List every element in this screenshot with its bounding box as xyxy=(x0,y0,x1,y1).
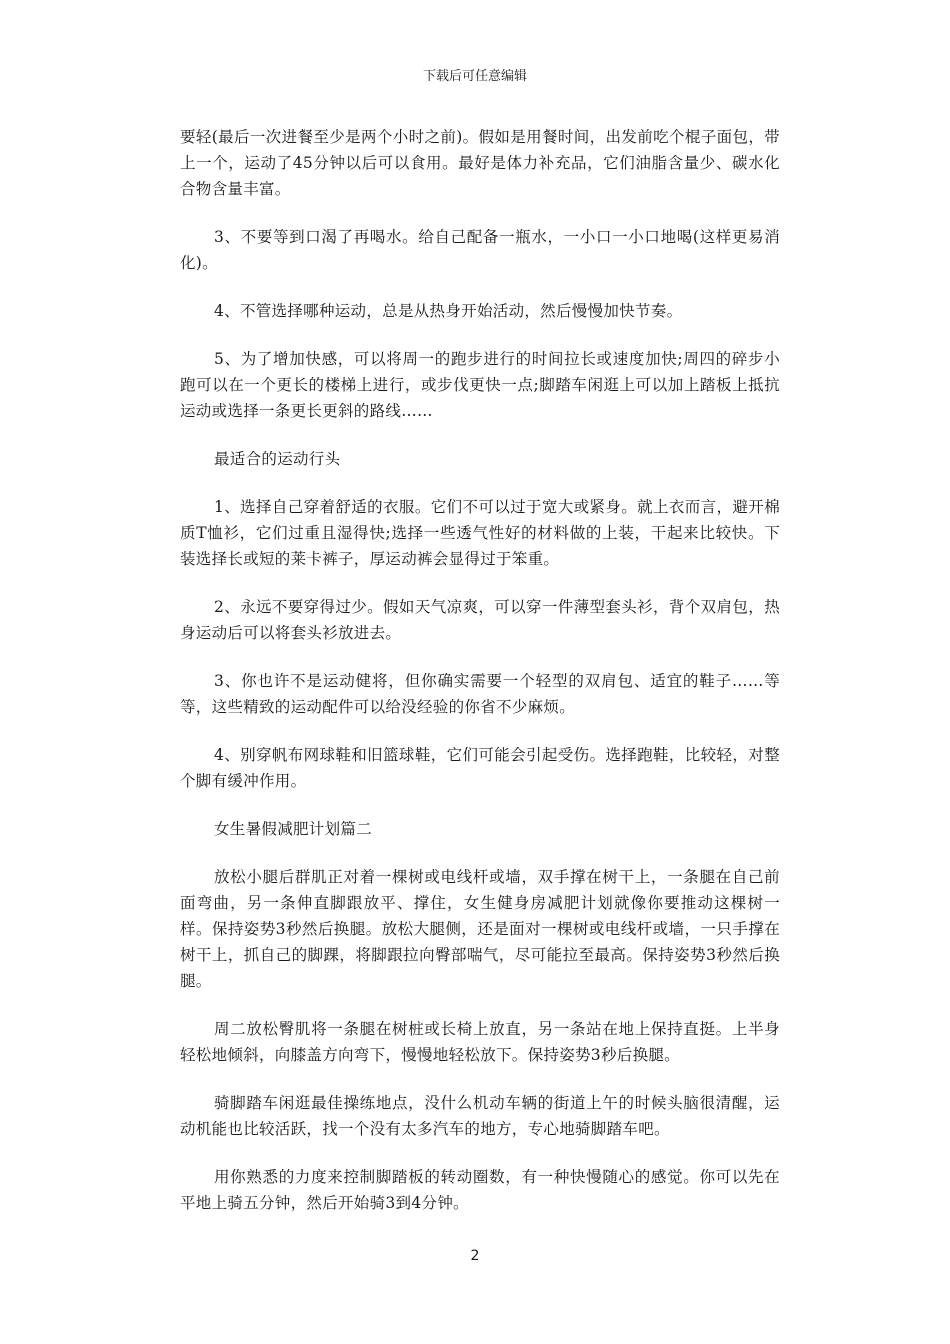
paragraph-outfit-1: 1、选择自己穿着舒适的衣服。它们不可以过于宽大或紧身。就上衣而言，避开棉质T恤衫，它们过重且湿得快;选择一些透气性好的材料做的上装，干起来比较快。下装选择长或短的莱卡裤子，厚运动裤会显得过于笨重。 xyxy=(180,498,780,568)
paragraph-outfit-4: 4、别穿帆布网球鞋和旧篮球鞋，它们可能会引起受伤。选择跑鞋，比较轻，对整个脚有缓冲作用。 xyxy=(180,746,780,790)
document-body xyxy=(180,124,780,1238)
paragraph-cycling-pace: 用你熟悉的力度来控制脚踏板的转动圈数，有一种快慢随心的感觉。你可以先在平地上骑五分钟，然后开始骑3到4分钟。 xyxy=(180,1168,780,1212)
page-number: 2 xyxy=(470,1248,480,1264)
paragraph-stretch-glute: 周二放松臀肌将一条腿在树桩或长椅上放直，另一条站在地上保持直挺。上半身轻松地倾斜，向膝盖方向弯下，慢慢地轻松放下。保持姿势3秒后换腿。 xyxy=(180,1020,780,1064)
section-heading-part-two: 女生暑假减肥计划篇二 xyxy=(214,820,373,838)
paragraph-tip-3: 3、不要等到口渴了再喝水。给自己配备一瓶水，一小口一小口地喝(这样更易消化)。 xyxy=(180,228,780,272)
paragraph-continuation: 要轻(最后一次进餐至少是两个小时之前)。假如是用餐时间，出发前吃个棍子面包，带上一个，运动了45分钟以后可以食用。最好是体力补充品，它们油脂含量少、碳水化合物含量丰富。 xyxy=(180,128,780,198)
paragraph-tip-5: 5、为了增加快感，可以将周一的跑步进行的时间拉长或速度加快;周四的碎步小跑可以在一个更长的楼梯上进行，或步伐更快一点;脚踏车闲逛上可以加上踏板上抵抗运动或选择一条更长更斜的路线…… xyxy=(180,350,780,420)
paragraph-stretch-calf: 放松小腿后群肌正对着一棵树或电线杆或墙，双手撑在树干上，一条腿在自己前面弯曲，另一条伸直脚跟放平、撑住，女生健身房减肥计划就像你要推动这棵树一样。保持姿势3秒然后换腿。放松大腿侧，还是面对一棵树或电线杆或墙，一只手撑在树干上，抓自己的脚踝，将脚跟拉向臀部喘气，尽可能拉至最高。保持姿势3秒然后换腿。 xyxy=(180,868,780,990)
paragraph-cycling-location: 骑脚踏车闲逛最佳操练地点，没什么机动车辆的街道上午的时候头脑很清醒，运动机能也比较活跃，找一个没有太多汽车的地方，专心地骑脚踏车吧。 xyxy=(180,1094,780,1138)
section-heading-outfit: 最适合的运动行头 xyxy=(214,450,341,468)
paragraph-tip-4: 4、不管选择哪种运动，总是从热身开始活动，然后慢慢加快节奏。 xyxy=(214,302,683,320)
page-header: 下载后可任意编辑 xyxy=(422,69,527,84)
paragraph-outfit-3: 3、你也许不是运动健将，但你确实需要一个轻型的双肩包、适宜的鞋子……等等，这些精致的运动配件可以给没经验的你省不少麻烦。 xyxy=(180,672,780,716)
paragraph-outfit-2: 2、永远不要穿得过少。假如天气凉爽，可以穿一件薄型套头衫，背个双肩包，热身运动后可以将套头衫放进去。 xyxy=(180,598,780,642)
